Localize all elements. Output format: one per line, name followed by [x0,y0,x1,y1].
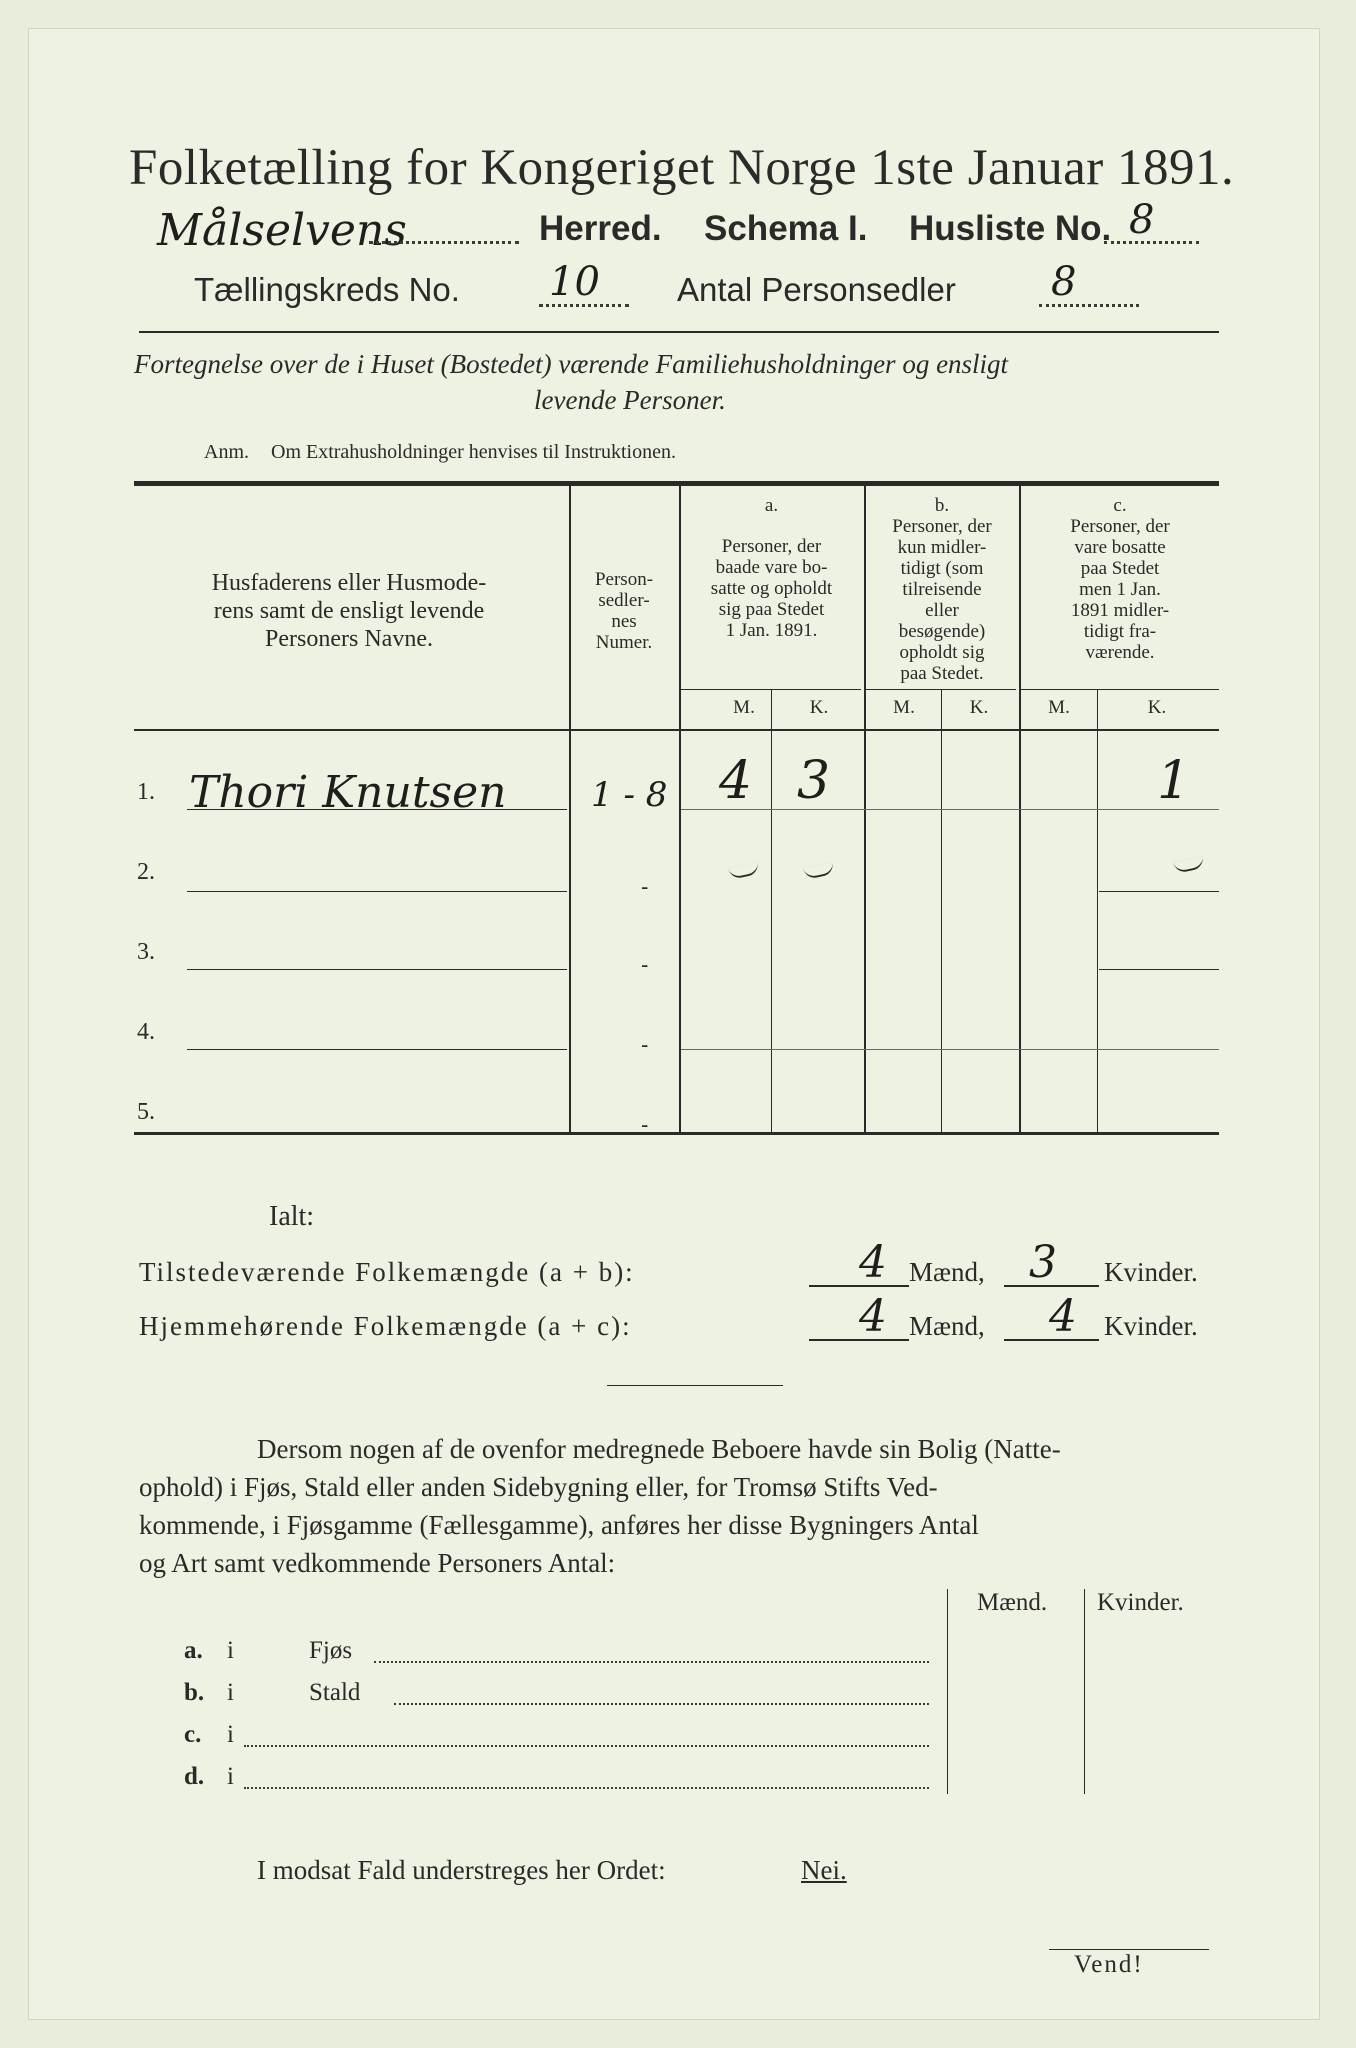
husliste-dots [1104,241,1199,244]
bld-b-prep: i [227,1679,234,1706]
nei-word: Nei. [801,1855,847,1885]
c-k-head: K. [1147,697,1167,718]
vend-text: Vend! [1074,1951,1144,1978]
row1-sedler: 1 - 8 [591,775,668,815]
bld-kvinder-head: Kvinder. [1097,1589,1184,1616]
row-num-5: 5. [137,1099,155,1125]
form-title: Folketælling for Kongeriget Norge 1ste Januar 1891. [129,140,1235,196]
vline-names [569,486,571,1132]
row3-line-c [1099,969,1219,970]
modsat-text: I modsat Fald understreges her Ordet: [257,1855,666,1885]
tick-mark [728,862,760,880]
row2-line-c [1099,891,1219,892]
antal-value: 8 [1051,259,1077,305]
vline-c-mk [1097,689,1098,1132]
buildings-p3: kommende, i Fjøsgamme (Fællesgamme), anføres her disse Bygningers Antal [139,1510,979,1540]
tilstede-kvinder: Kvinder. [1104,1257,1198,1287]
tilstede-k-line [1004,1285,1099,1287]
a-m-head: M. [733,697,755,718]
bld-a-label: Fjøs [309,1637,353,1664]
bld-maend-head: Mænd. [977,1589,1048,1616]
row2-sedler: - [641,875,649,900]
bld-c-dots [244,1743,929,1747]
a-k-head: K. [809,697,829,718]
row-num-2: 2. [137,859,155,885]
row-num-3: 3. [137,939,155,965]
bld-b-dots [394,1701,929,1705]
note-prefix: Anm. [204,441,249,463]
b-m-head: M. [893,697,915,718]
row4-sedler: - [641,1033,649,1058]
tilstede-m-line [809,1285,909,1287]
row4-line [187,1049,567,1050]
vline-b-mk [941,689,942,1132]
divider-short [607,1385,783,1386]
b-k-head: K. [969,697,989,718]
hjemme-k: 4 [1049,1291,1077,1342]
herred-value: Målselvens [157,205,407,256]
buildings-p1: Dersom nogen af de ovenfor medregnede Beboere havde sin Bolig (Natte- [257,1434,1061,1464]
ialt-label: Ialt: [269,1201,315,1232]
bld-d-prep: i [227,1763,234,1790]
header-rule [139,331,1219,333]
bld-a-letter: a. [184,1637,203,1664]
schema-label: Schema I. [704,209,868,248]
tilstede-maend: Mænd, [909,1257,985,1287]
row3-sedler: - [641,953,649,978]
row-num-1: 1. [137,779,155,805]
census-form [28,28,1320,2020]
table-top-rule [134,481,1219,486]
kreds-label: Tællingskreds No. [194,271,460,308]
antal-label: Antal Personsedler [677,271,956,308]
col-num-head: Person- sedler- nes Numer. [594,569,654,653]
row1-line-right [681,809,1219,810]
bld-a-prep: i [227,1637,234,1664]
tilstede-m: 4 [859,1237,887,1288]
vend-rule [1049,1949,1209,1950]
row5-sedler: - [641,1113,649,1138]
row2-line [187,891,567,892]
row1-a-m: 4 [719,751,753,811]
bld-c-prep: i [227,1721,234,1748]
vline-a-mk [771,689,772,1132]
vline-bld-1 [947,1589,948,1794]
col-c-head: c. Personer, der vare bosatte paa Stedet men 1 Jan. 1891 midler- tidigt fra- værende. [1070,495,1170,663]
b-mk-rule [866,689,1016,690]
c-m-head: M. [1048,697,1070,718]
bld-b-label: Stald [309,1679,361,1706]
bld-d-letter: d. [184,1763,205,1790]
a-mk-rule [681,689,861,690]
intro-line1: Fortegnelse over de i Huset (Bostedet) værende Familiehusholdninger og ensligt [134,349,1009,379]
herred-dots [369,241,519,244]
row1-name: Thori Knutsen [189,767,507,818]
note-text: Om Extrahusholdninger henvises til Instruktionen. [271,441,676,463]
kreds-value: 10 [549,259,600,305]
tick-mark [1173,856,1205,874]
row1-c-k: 1 [1157,751,1191,811]
tick-mark [803,862,835,880]
vline-bld-2 [1084,1589,1085,1794]
bld-a-dots [374,1659,929,1663]
row1-a-k: 3 [797,751,831,811]
hjemme-label: Hjemmehørende Folkemængde (a + c): [139,1311,632,1341]
bld-c-letter: c. [184,1721,202,1748]
buildings-p4: og Art samt vedkommende Personers Antal: [139,1548,616,1578]
antal-dots [1039,304,1139,307]
c-mk-rule [1021,689,1219,690]
tilstede-label: Tilstedeværende Folkemængde (a + b): [139,1257,635,1287]
intro-line2: levende Personer. [534,385,726,415]
row4-line-right [681,1049,1219,1050]
tilstede-k: 3 [1029,1237,1057,1288]
husliste-label: Husliste No. [909,209,1112,248]
row-num-4: 4. [137,1019,155,1045]
hjemme-k-line [1004,1339,1099,1341]
col-b-head: b. Personer, der kun midler- tidigt (som tilreisende eller besøgende) opholdt sig paa Stedet. [892,495,992,684]
bld-b-letter: b. [184,1679,205,1706]
row3-line [187,969,567,970]
hjemme-m: 4 [859,1291,887,1342]
herred-label: Herred. [539,209,662,248]
hjemme-kvinder: Kvinder. [1104,1311,1198,1341]
bld-d-dots [244,1785,929,1789]
table-header-rule [134,729,1219,731]
husliste-value: 8 [1129,197,1155,243]
kreds-dots [539,304,629,307]
hjemme-m-line [809,1339,909,1341]
col-a-head: a. Personer, der baade vare bo- satte og opholdt sig paa Stedet 1 Jan. 1891. [710,495,833,641]
col-names-head: Husfaderens eller Husmode- rens samt de ensligt levende Personers Navne. [211,570,487,652]
table-bottom-rule [134,1132,1219,1135]
hjemme-maend: Mænd, [909,1311,985,1341]
buildings-p2: ophold) i Fjøs, Stald eller anden Sidebygning eller, for Tromsø Stifts Ved- [139,1472,938,1502]
